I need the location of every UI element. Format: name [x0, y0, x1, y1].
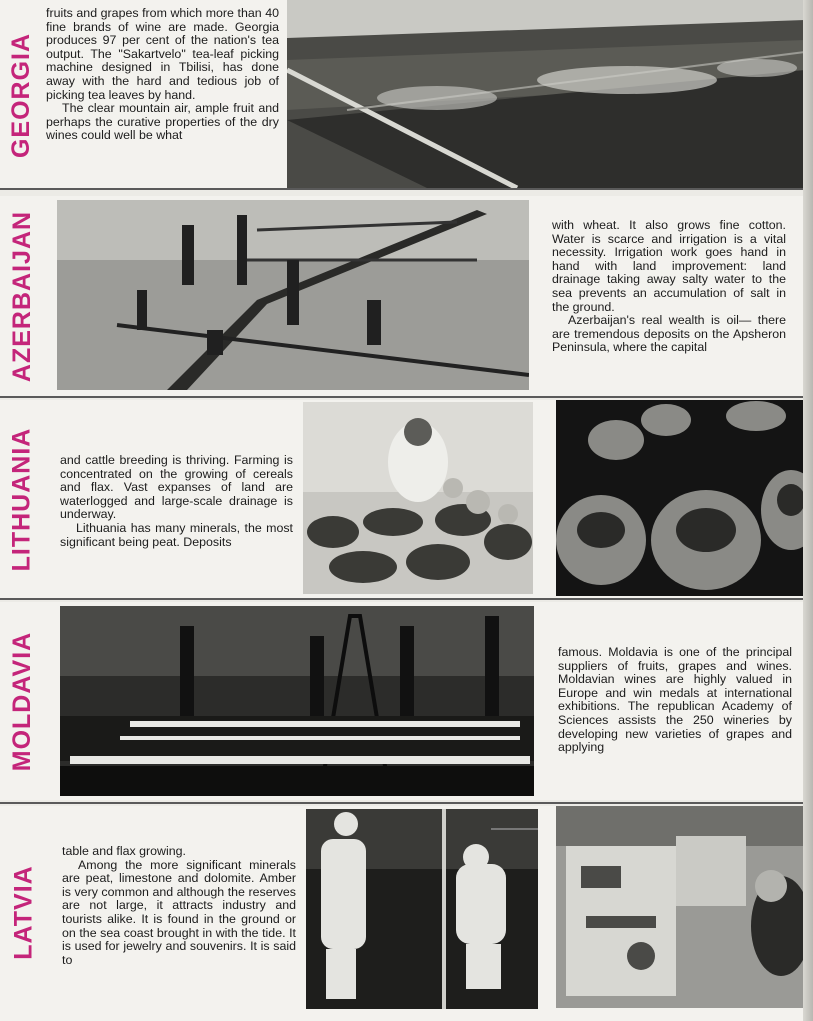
- moldavia-heading: MOLDAVIA: [8, 631, 37, 771]
- photo-irrigation-field: [287, 0, 805, 188]
- section-label-georgia: [2, 6, 42, 184]
- latvia-heading: LATVIA: [9, 865, 38, 960]
- moldavia-paragraph: famous. Moldavia is one of the principal suppliers of fruits, grapes and wines. Moldavian wines are highly valued in Europe and win medals at international exhibitions. The republican Academy of Sciences assists the 250 wineries by developing new varieties of grapes and applying: [558, 645, 792, 755]
- georgia-paragraph: fruits and grapes from which more than 40 fine brands of wine are made. Georgia produces 97 per cent of the nation's tea output. The "Sakartvelo" tea-leaf picking machine designed in Tbilisi, has done away with the hard and tedious job of picking tea leaves by hand.: [46, 6, 279, 102]
- section-label-latvia: [4, 810, 44, 1015]
- azerbaijan-paragraph: with wheat. It also grows fine cotton. Water is scarce and irrigation is a vital necessity. Irrigation work goes hand in hand with land improvement: land drainage taking away salty water to the sea prevents an accumulation of salt in the ground.: [552, 218, 786, 314]
- lithuania-paragraph: and cattle breeding is thriving. Farming is concentrated on the growing of cereals and flax. Vast expanses of land are waterlogged and large-scale drainage is underway.: [60, 453, 293, 522]
- lithuania-heading: LITHUANIA: [7, 427, 36, 571]
- page-edge: [803, 0, 813, 1021]
- section-divider: [0, 802, 813, 804]
- latvia-paragraph: Among the more significant minerals are peat, limestone and dolomite. Amber is very common and although the reserves are not large, it attracts industry and tourists alike. It is found in the ground or on the sea coast brought in with the tide. It is used for jewelry and souvenirs. It is said to: [62, 857, 296, 967]
- lithuania-paragraph: Lithuania has many minerals, the most significant being peat. Deposits: [60, 520, 293, 549]
- section-label-azerbaijan: [3, 200, 43, 392]
- photo-electronic-coils: [556, 400, 810, 596]
- photo-sausages: [303, 402, 533, 594]
- azerbaijan-text: [552, 219, 786, 355]
- moldavia-text: [558, 646, 792, 755]
- photo-oil-rigs: [57, 200, 529, 390]
- section-divider: [0, 188, 813, 190]
- photo-power-station: [60, 606, 534, 796]
- photo-machine-operator: [556, 806, 810, 1008]
- latvia-text: [62, 845, 296, 967]
- section-label-lithuania: [2, 404, 42, 594]
- georgia-text: [46, 7, 279, 143]
- latvia-paragraph: table and flax growing.: [62, 844, 186, 858]
- lithuania-text: [60, 454, 293, 549]
- georgia-heading: GEORGIA: [7, 32, 36, 158]
- georgia-paragraph: The clear mountain air, ample fruit and perhaps the curative properties of the dry wines could well be what: [46, 101, 279, 143]
- section-divider: [0, 598, 813, 600]
- azerbaijan-paragraph: Azerbaijan's real wealth is oil— there are tremendous deposits on the Apsheron Peninsula, where the capital: [552, 313, 786, 355]
- section-divider: [0, 396, 813, 398]
- section-label-moldavia: [3, 606, 43, 796]
- azerbaijan-heading: AZERBAIJAN: [8, 210, 37, 382]
- photo-workers-lab: [306, 809, 538, 1009]
